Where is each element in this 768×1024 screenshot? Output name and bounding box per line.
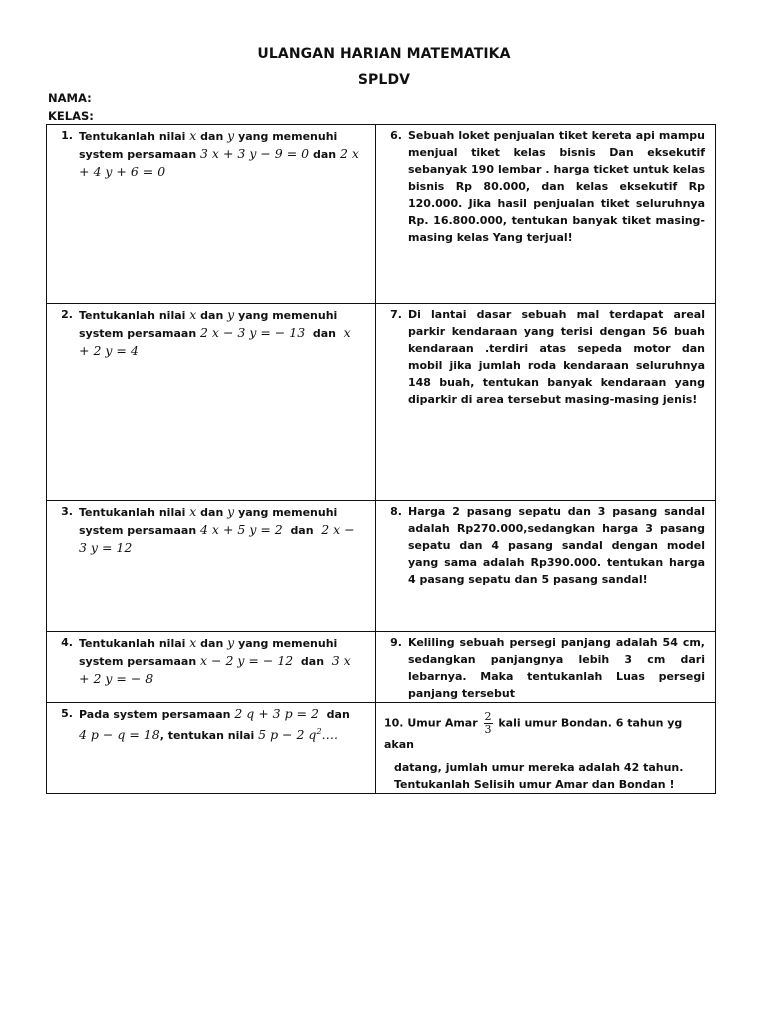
question-number: 7.	[390, 308, 402, 321]
question-text: Pada system persamaan 2 q + 3 p = 2 dan 4 p − q = 18, tentukan nilai 5 p − 2 $q^2\dots$.	[79, 706, 350, 743]
equation-2: 4 p − q = 18	[79, 727, 160, 743]
table-row	[47, 304, 716, 501]
question-number: 9.	[390, 636, 402, 649]
question-text: Tentukanlah nilai x dan y yang memenuhi system persamaan 3 x + 3 y − 9 = 0 dan 2 x + 4 y + 6 = 0	[79, 128, 359, 179]
question-text: Sebuah loket penjualan tiket kereta api mampu menjual tiket kelas bisnis Dan eksekutif sebanyak 190 lembar . harga ticket untuk kelas bisnis Rp 80.000, dan kelas eksekutif Rp 120.000. Jika hasil penjualan tiket seluruhnya Rp. 16.800.000, tentukan banyak tiket masing- masing kelas Yang terjual!	[408, 129, 705, 244]
question-number: 4.	[61, 636, 73, 649]
equation-1: 2 q + 3 p = 2	[234, 706, 319, 721]
question-number: 5.	[61, 707, 73, 720]
question-number: 10.	[384, 716, 404, 730]
question-text: Di lantai dasar sebuah mal terdapat areal parkir kendaraan yang terisi dengan 56 buah kendaraan .terdiri atas sepeda motor dan mobil jika jumlah roda kendaraan seluruhnya 148 buah, tentukan banyak kendaraan yang diparkir di area tersebut masing-masing jenis!	[408, 308, 705, 406]
equation-2: 2 x + 4 y + 6 = 0	[79, 146, 359, 179]
page-title: ULANGAN HARIAN MATEMATIKA	[257, 46, 511, 62]
question-number: 8.	[390, 505, 402, 518]
question-text: Tentukanlah nilai x dan y yang memenuhi system persamaan 2 x − 3 y = − 13 dan x + 2 y = 4	[79, 307, 351, 358]
question-table	[46, 124, 716, 794]
question-6	[376, 125, 716, 304]
question-number: 6.	[390, 129, 402, 142]
question-3	[47, 501, 376, 632]
question-1	[47, 125, 376, 304]
question-7	[376, 304, 716, 501]
table-row	[47, 125, 716, 304]
question-10	[376, 703, 716, 794]
question-number: 1.	[61, 129, 73, 142]
question-5	[47, 703, 376, 794]
question-number: 2.	[61, 308, 73, 321]
question-text: Keliling sebuah persegi panjang adalah 54 cm, sedangkan panjangnya lebih 3 cm dari lebarnya. Maka tentukanlah Luas persegi panjang tersebut	[408, 636, 705, 700]
nama-label: NAMA:	[48, 91, 92, 105]
expression: 5 p − 2 $q^2\dots$.	[258, 727, 339, 743]
page-subtitle: SPLDV	[357, 72, 411, 88]
question-8	[376, 501, 716, 632]
equation-1: 2 x − 3 y = − 13	[200, 325, 306, 340]
equation-1: 4 x + 5 y = 2	[200, 522, 283, 537]
table-row	[47, 501, 716, 632]
fraction: $\frac{2}{3}$	[484, 710, 492, 736]
equation-2: 3 x + 2 y = − 8	[79, 653, 351, 686]
table-row	[47, 703, 716, 794]
question-text: Tentukanlah nilai x dan y yang memenuhi system persamaan x − 2 y = − 12 dan 3 x + 2 y = − 8	[79, 635, 351, 686]
equation-2: x + 2 y = 4	[79, 325, 351, 358]
question-text: Harga 2 pasang sepatu dan 3 pasang sandal adalah Rp270.000,sedangkan harga 3 pasang sepatu dan 4 pasang sandal dengan model yang sama adalah Rp390.000. tentukan harga 4 pasang sepatu dan 5 pasang sandal!	[408, 505, 705, 586]
kelas-label: KELAS:	[48, 109, 94, 123]
question-9	[376, 632, 716, 703]
question-4	[47, 632, 376, 703]
equation-1: 3 x + 3 y − 9 = 0	[200, 146, 310, 161]
question-2	[47, 304, 376, 501]
question-number: 3.	[61, 505, 73, 518]
equation-1: x − 2 y = − 12	[200, 653, 294, 668]
equation-2: 2 x − 3 y = 12	[79, 522, 355, 555]
question-text: 10. Umur Amar $\frac{2}{3}$ kali umur Bondan. 6 tahun yg akan datang, jumlah umur mereka adalah 42 tahun. Tentukanlah Selisih umur Amar dan Bondan !	[384, 710, 684, 791]
question-text: Tentukanlah nilai x dan y yang memenuhi system persamaan 4 x + 5 y = 2 dan 2 x − 3 y = 12	[79, 504, 355, 555]
table-row	[47, 632, 716, 703]
